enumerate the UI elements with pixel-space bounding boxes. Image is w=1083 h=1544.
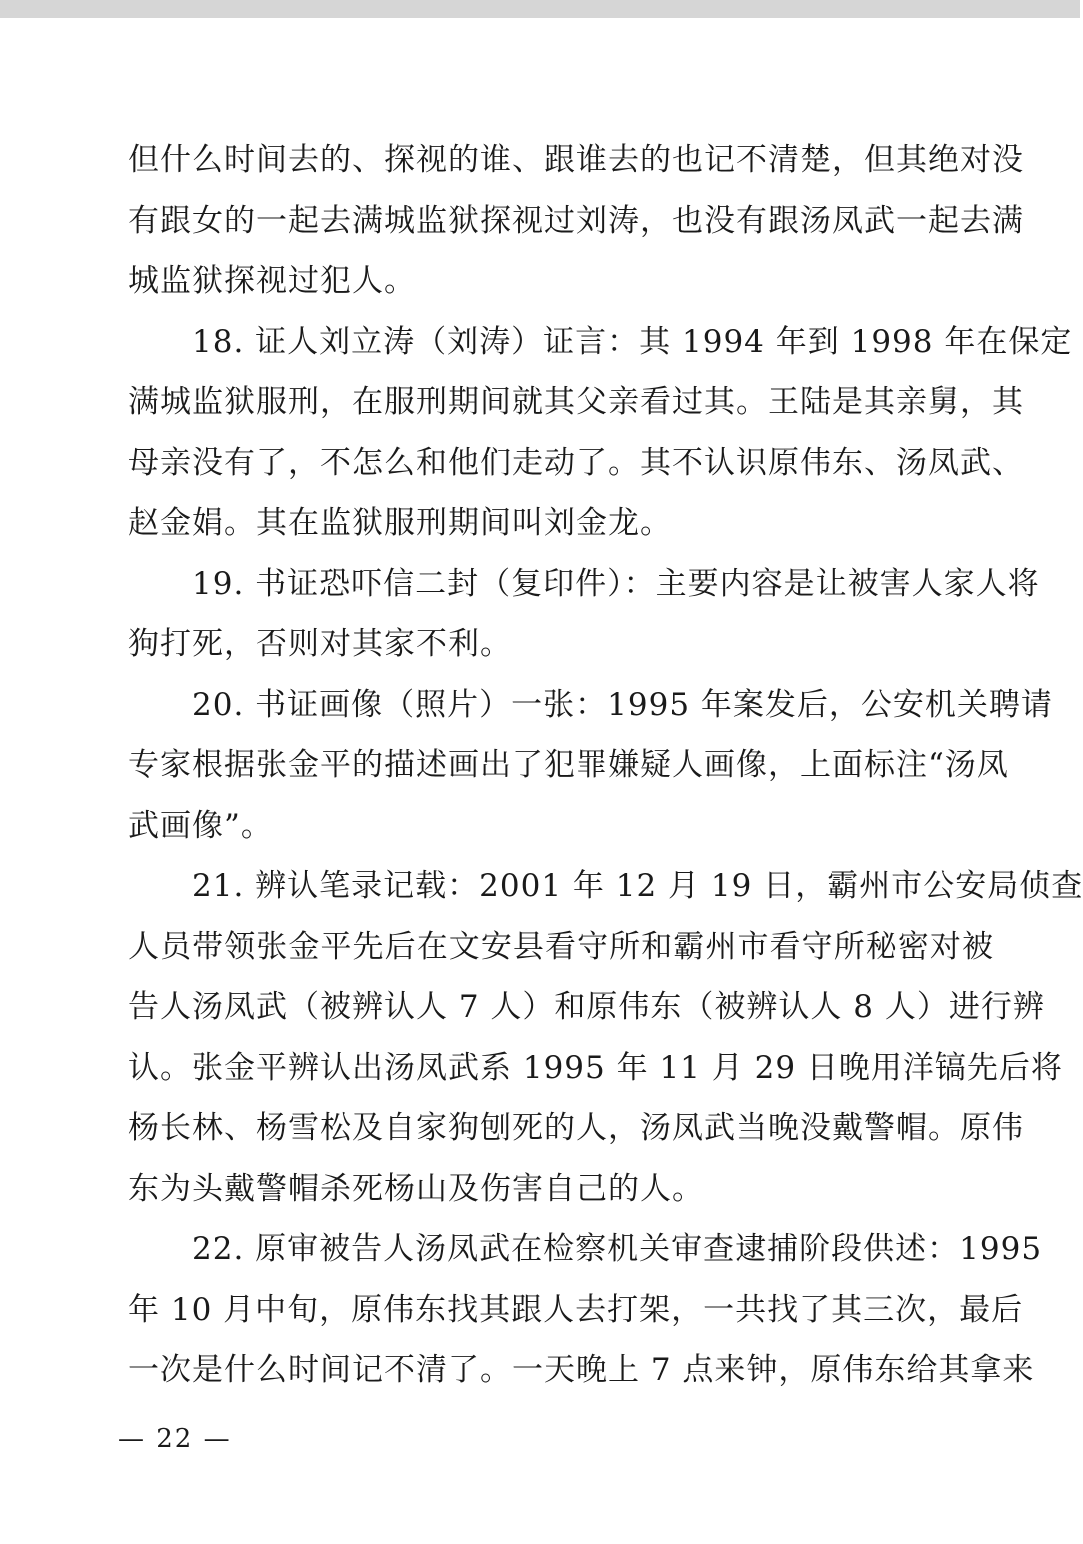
text-line: 但什么时间去的、探视的谁、跟谁去的也记不清楚，但其绝对没 xyxy=(128,142,1024,178)
text-line: 东为头戴警帽杀死杨山及伤害自己的人。 xyxy=(128,1170,704,1207)
paragraph-22-start: 22. 原审被告人汤凤武在检察机关审查逮捕阶段供述：1995 xyxy=(192,1231,1043,1267)
text-line: 母亲没有了，不怎么和他们走动了。其不认识原伟东、汤凤武、 xyxy=(128,444,1024,481)
text-line: 满城监狱服刑，在服刑期间就其父亲看过其。王陆是其亲舅，其 xyxy=(128,384,1024,420)
text-line: 人员带领张金平先后在文安县看守所和霸州市看守所秘密对被 xyxy=(128,928,994,965)
paragraph-18-start: 18. 证人刘立涛（刘涛）证言：其 1994 年到 1998 年在保定 xyxy=(192,323,1073,360)
text-line: 认。张金平辨认出汤凤武系 1995 年 11 月 29 日晚用洋镐先后将 xyxy=(128,1049,1063,1086)
text-line: 告人汤凤武（被辨认人 7 人）和原伟东（被辨认人 8 人）进行辨 xyxy=(128,989,1045,1025)
text-line: 有跟女的一起去满城监狱探视过刘涛，也没有跟汤凤武一起去满 xyxy=(128,202,1024,239)
text-line: 一次是什么时间记不清了。一天晚上 7 点来钟，原伟东给其拿来 xyxy=(128,1352,1035,1388)
paragraph-20-start: 20. 书证画像（照片）一张：1995 年案发后，公安机关聘请 xyxy=(192,686,1053,723)
text-line: 狗打死，否则对其家不利。 xyxy=(128,626,512,662)
page-number: — 22 — xyxy=(118,1424,232,1454)
document-body xyxy=(128,130,1083,1401)
text-line: 赵金娟。其在监狱服刑期间叫刘金龙。 xyxy=(128,505,672,541)
text-line: 城监狱探视过犯人。 xyxy=(128,263,416,299)
paragraph-19-start: 19. 书证恐吓信二封（复印件）：主要内容是让被害人家人将 xyxy=(192,565,1040,602)
text-line: 武画像”。 xyxy=(128,807,273,844)
text-line: 杨长林、杨雪松及自家狗刨死的人，汤凤武当晚没戴警帽。原伟 xyxy=(128,1110,1024,1146)
scan-top-border xyxy=(0,0,1080,18)
text-line: 专家根据张金平的描述画出了犯罪嫌疑人画像，上面标注“汤凤 xyxy=(128,747,1009,783)
text-line: 年 10 月中旬，原伟东找其跟人去打架，一共找了其三次，最后 xyxy=(128,1291,1024,1328)
paragraph-21-start: 21. 辨认笔录记载：2001 年 12 月 19 日，霸州市公安局侦查 xyxy=(192,868,1083,904)
